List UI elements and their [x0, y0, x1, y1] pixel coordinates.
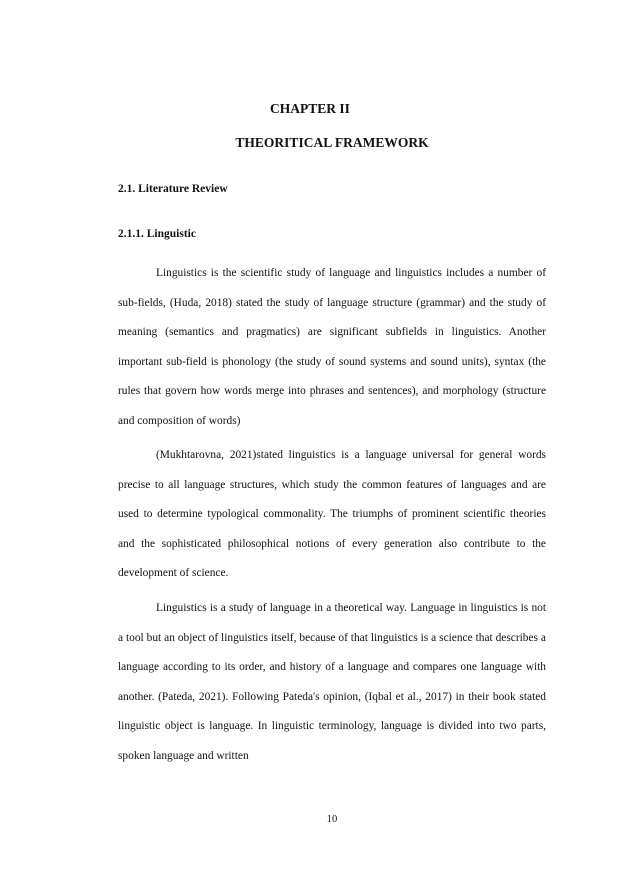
paragraph: (Mukhtarovna, 2021)stated linguistics is a language universal for general words precise to all language structures, which study the common features of languages and are used to determine typological commonality. The triumphs of prominent scientific theories and the sophisticated philosophical notions of every generation also contribute to the development of science. [118, 449, 546, 580]
subsection-heading-linguistic: 2.1.1. Linguistic [118, 228, 196, 240]
paragraph: Linguistics is the scientific study of language and linguistics includes a number of sub-fields, (Huda, 2018) stated the study of language structure (grammar) and the study of meaning (semantics and pragmatics) are significant subfields in linguistics. Another important sub-field is phonology (the study of sound systems and sound units), syntax (the rules that govern how words merge into phrases and sentences), and morphology (structure and composition of words) [118, 267, 546, 427]
chapter-title: THEORITICAL FRAMEWORK [235, 135, 429, 150]
section-heading-literature-review: 2.1. Literature Review [118, 183, 228, 195]
page-number: 10 [326, 814, 338, 825]
paragraph: Linguistics is a study of language in a theoretical way. Language in linguistics is not a tool but an object of linguistics itself, because of that linguistics is a science that describes a language according to its order, and history of a language and compares one language with another. (Pateda, 2021). Following Pateda's opinion, (Iqbal et al., 2017) in their book stated linguistic object is language. In linguistic terminology, language is divided into two parts, spoken language and written [118, 602, 546, 762]
chapter-number: CHAPTER II [270, 101, 350, 116]
